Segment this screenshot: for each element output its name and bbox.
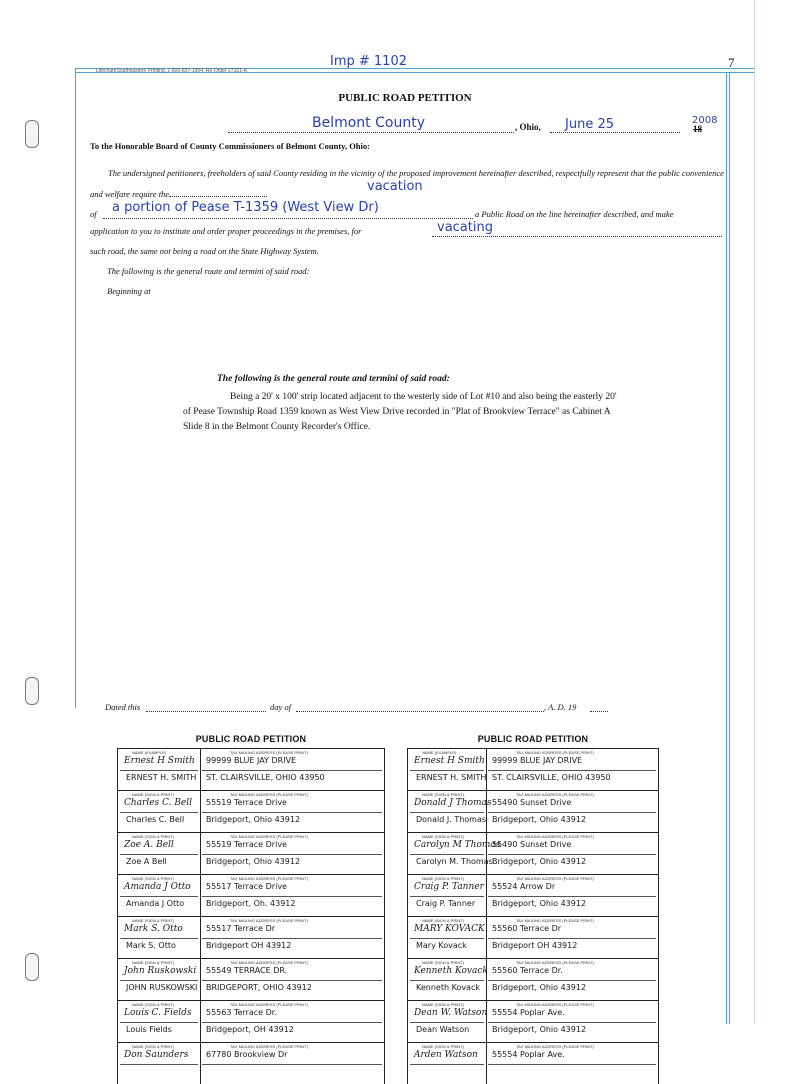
addressee: To the Honorable Board of County Commissioners of Belmont County, Ohio: — [90, 141, 370, 151]
address-caption: TAX MAILING ADDRESS (PLEASE PRINT) — [516, 960, 594, 965]
address-line-1: 55554 Poplar Ave. — [492, 1008, 565, 1017]
signature-row — [118, 916, 384, 958]
signature: Carolyn M Thomas — [414, 840, 501, 850]
name-caption: NAME (SIGN & PRINT) — [132, 792, 175, 797]
signature-row — [118, 790, 384, 832]
address-line-2: Bridgeport, Ohio 43912 — [492, 983, 587, 992]
signature: Mark S. Otto — [124, 924, 183, 934]
vacating-handwritten: vacating — [437, 220, 493, 235]
year-struck: 18 — [693, 124, 702, 134]
binder-hole — [25, 120, 39, 148]
address-line-1: 55524 Arrow Dr — [492, 882, 556, 891]
printed-name: Craig P. Tanner — [416, 899, 476, 908]
address-line-1: 55554 Poplar Ave. — [492, 1050, 565, 1059]
frame-right-line-2 — [729, 72, 730, 1024]
address-caption: TAX MAILING ADDRESS (PLEASE PRINT) — [516, 918, 594, 923]
address-line-1: 55560 Terrace Dr. — [492, 966, 563, 975]
name-caption: NAME (SIGN & PRINT) — [132, 834, 175, 839]
printed-name: Louis Fields — [126, 1025, 172, 1034]
address-line-1: 55560 Terrace Dr — [492, 924, 562, 933]
ad-line — [590, 703, 608, 712]
binder-hole — [25, 677, 39, 705]
address-line-2: ST. CLAIRSVILLE, OHIO 43950 — [206, 773, 325, 782]
sheet-title: PUBLIC ROAD PETITION — [477, 734, 589, 744]
signature-sheet-left — [117, 722, 385, 1060]
signature: Ernest H Smith — [414, 756, 485, 766]
ad-label: , A. D. 19 — [544, 702, 577, 712]
printed-name: Dean Watson — [416, 1025, 470, 1034]
address-caption: TAX MAILING ADDRESS (PLEASE PRINT) — [516, 834, 594, 839]
printed-name: Mark S. Otto — [126, 941, 176, 950]
name-caption: NAME (SIGN & PRINT) — [422, 1002, 465, 1007]
frame-left-line — [75, 68, 76, 708]
day-of-line — [296, 703, 544, 712]
date-handwritten: June 25 — [565, 117, 614, 132]
signature: Charles C. Bell — [124, 798, 193, 808]
day-of-label: day of — [270, 702, 292, 712]
address-caption: TAX MAILING ADDRESS (PLEASE PRINT) — [230, 876, 308, 881]
printed-name: ERNEST H. SMITH — [416, 773, 487, 782]
public-road-text: a Public Road on the line hereinafter described, and make — [475, 209, 674, 219]
signature: Arden Watson — [414, 1050, 478, 1060]
frame-right-line — [726, 72, 727, 1024]
printed-name: Charles C. Bell — [126, 815, 185, 824]
printed-name: Carolyn M. Thomas — [416, 857, 493, 866]
name-caption: NAME (SIGN & PRINT) — [132, 918, 175, 923]
vacation-handwritten: vacation — [367, 179, 423, 194]
signature-row — [118, 958, 384, 1000]
dated-label: Dated this — [105, 702, 141, 712]
signature-row — [118, 1042, 384, 1084]
year-handwritten: 2008 — [692, 115, 718, 126]
address-line-1: 99999 BLUE JAY DRIVE — [492, 756, 583, 765]
address-line-1: 67780 Brookview Dr — [206, 1050, 288, 1059]
address-line-2: Bridgeport, Ohio 43912 — [206, 815, 301, 824]
address-line-1: 55519 Terrace Drive — [206, 840, 287, 849]
signature: Kenneth Kovack — [414, 966, 488, 976]
dated-line — [146, 703, 266, 712]
address-caption: TAX MAILING ADDRESS (PLEASE PRINT) — [516, 750, 594, 755]
address-caption: TAX MAILING ADDRESS (PLEASE PRINT) — [230, 750, 308, 755]
printed-name: ERNEST H. SMITH — [126, 773, 197, 782]
page-number: 7 — [728, 55, 735, 70]
name-caption: NAME (SIGN & PRINT) — [132, 960, 175, 965]
address-line-2: Bridgeport OH 43912 — [492, 941, 578, 950]
address-line-1: 55517 Terrace Dr — [206, 924, 276, 933]
portion-handwritten: a portion of Pease T-1359 (West View Dr) — [112, 200, 379, 215]
signature-row — [408, 1042, 658, 1084]
signature-row — [118, 748, 384, 790]
address-caption: TAX MAILING ADDRESS (PLEASE PRINT) — [230, 960, 308, 965]
address-caption: TAX MAILING ADDRESS (PLEASE PRINT) — [230, 1044, 308, 1049]
county-handwritten: Belmont County — [312, 115, 425, 131]
highway-text: such road, the same not being a road on the State Highway System. — [90, 246, 319, 256]
address-line-2: ST. CLAIRSVILLE, OHIO 43950 — [492, 773, 611, 782]
signature-row — [408, 832, 658, 874]
printed-name: Kenneth Kovack — [416, 983, 480, 992]
address-caption: TAX MAILING ADDRESS (PLEASE PRINT) — [230, 1002, 308, 1007]
name-caption: NAME (SIGN & PRINT) — [422, 1044, 465, 1049]
signature: John Ruskowski — [124, 966, 197, 976]
name-caption: NAME (SIGN & PRINT) — [422, 918, 465, 923]
printed-name: Donald J. Thomas — [416, 815, 487, 824]
address-caption: TAX MAILING ADDRESS (PLEASE PRINT) — [516, 1044, 594, 1049]
address-line-2: Bridgeport, Ohio 43912 — [492, 1025, 587, 1034]
ohio-label: , Ohio, — [515, 122, 541, 132]
signature: Amanda J Otto — [124, 882, 191, 892]
signature-row — [408, 916, 658, 958]
address-line-1: 55563 Terrace Dr. — [206, 1008, 277, 1017]
printed-name: Zoe A Bell — [126, 857, 167, 866]
address-caption: TAX MAILING ADDRESS (PLEASE PRINT) — [516, 792, 594, 797]
address-caption: TAX MAILING ADDRESS (PLEASE PRINT) — [230, 792, 308, 797]
handwritten-reference: Imp # 1102 — [330, 54, 407, 69]
signature: Donald J Thomas — [414, 798, 492, 808]
address-line-2: Bridgeport, Oh. 43912 — [206, 899, 296, 908]
signature-row — [408, 874, 658, 916]
address-line-2: BRIDGEPORT, OHIO 43912 — [206, 983, 312, 992]
name-caption: NAME (SIGN & PRINT) — [132, 1044, 175, 1049]
address-line-1: 55490 Sunset Drive — [492, 798, 572, 807]
signature-row — [118, 874, 384, 916]
beginning-label: Beginning at — [107, 286, 151, 296]
signature: Craig P. Tanner — [414, 882, 484, 892]
printed-name: Mary Kovack — [416, 941, 467, 950]
address-line-1: 99999 BLUE JAY DRIVE — [206, 756, 297, 765]
form-title: PUBLIC ROAD PETITION — [338, 92, 472, 104]
address-line-1: 55549 TERRACE DR. — [206, 966, 288, 975]
signature-row — [408, 790, 658, 832]
address-line-2: Bridgeport, Ohio 43912 — [492, 899, 587, 908]
name-caption: NAME (SIGN & PRINT) — [422, 792, 465, 797]
address-line-2: Bridgeport OH 43912 — [206, 941, 292, 950]
typed-description: Being a 20' x 100' strip located adjacent to the westerly side of Lot #10 and also being the easterly 20' of Pease Township Road 1359 known as West View Drive recorded in "Plat of Brookview Terrace" as Cabinet A Slide 8 in the Belmont County Recorder's Office. — [183, 392, 617, 432]
name-caption: NAME (EXAMPLE) — [422, 750, 457, 755]
route-label: The following is the general route and termini of said road: — [107, 266, 310, 276]
address-line-1: 55490 Sunset Drive — [492, 840, 572, 849]
name-caption: NAME (SIGN & PRINT) — [132, 1002, 175, 1007]
signature: Dean W. Watson — [414, 1008, 488, 1018]
address-caption: TAX MAILING ADDRESS (PLEASE PRINT) — [230, 834, 308, 839]
name-caption: NAME (SIGN & PRINT) — [422, 834, 465, 839]
signature: MARY KOVACK — [414, 924, 485, 934]
address-caption: TAX MAILING ADDRESS (PLEASE PRINT) — [516, 1002, 594, 1007]
signature-row — [408, 1000, 658, 1042]
sheet-title: PUBLIC ROAD PETITION — [195, 734, 307, 744]
name-caption: NAME (EXAMPLE) — [132, 750, 167, 755]
signature: Don Saunders — [124, 1050, 189, 1060]
signature-sheet-right — [407, 722, 659, 1060]
signature-row — [118, 1000, 384, 1042]
printed-name: Amanda J Otto — [126, 899, 185, 908]
signature-row — [408, 958, 658, 1000]
printed-name: JOHN RUSKOWSKI — [126, 983, 198, 992]
address-line-2: Bridgeport, Ohio 43912 — [492, 857, 587, 866]
name-caption: NAME (SIGN & PRINT) — [132, 876, 175, 881]
petition-text-start: The undersigned petitioners, freeholders of said County residing in the vicinity of the proposed improvement hereinafter described, respectfully represent that the public convenience and welfare require the — [90, 168, 724, 199]
of-label: of — [90, 209, 97, 219]
address-line-2: Bridgeport, OH 43912 — [206, 1025, 294, 1034]
address-line-1: 55519 Terrace Drive — [206, 798, 287, 807]
signature: Ernest H Smith — [124, 756, 195, 766]
address-line-1: 55517 Terrace Drive — [206, 882, 287, 891]
signature: Louis C. Fields — [124, 1008, 192, 1018]
frame-right-edge — [754, 0, 755, 1024]
signature-row — [408, 748, 658, 790]
address-caption: TAX MAILING ADDRESS (PLEASE PRINT) — [230, 918, 308, 923]
binder-hole — [25, 953, 39, 981]
application-text: application to you to institute and order proper proceedings in the premises, for — [90, 226, 362, 236]
printer-line: Lifechart/Southeastern Printing, 1-800-837-1904, Re-Order 27101-A — [96, 68, 247, 74]
name-caption: NAME (SIGN & PRINT) — [422, 876, 465, 881]
address-line-2: Bridgeport, Ohio 43912 — [206, 857, 301, 866]
signature-row — [118, 832, 384, 874]
typed-heading: The following is the general route and termini of said road: — [217, 374, 450, 384]
name-caption: NAME (SIGN & PRINT) — [422, 960, 465, 965]
signature: Zoe A. Bell — [124, 840, 174, 850]
address-line-2: Bridgeport, Ohio 43912 — [492, 815, 587, 824]
address-caption: TAX MAILING ADDRESS (PLEASE PRINT) — [516, 876, 594, 881]
